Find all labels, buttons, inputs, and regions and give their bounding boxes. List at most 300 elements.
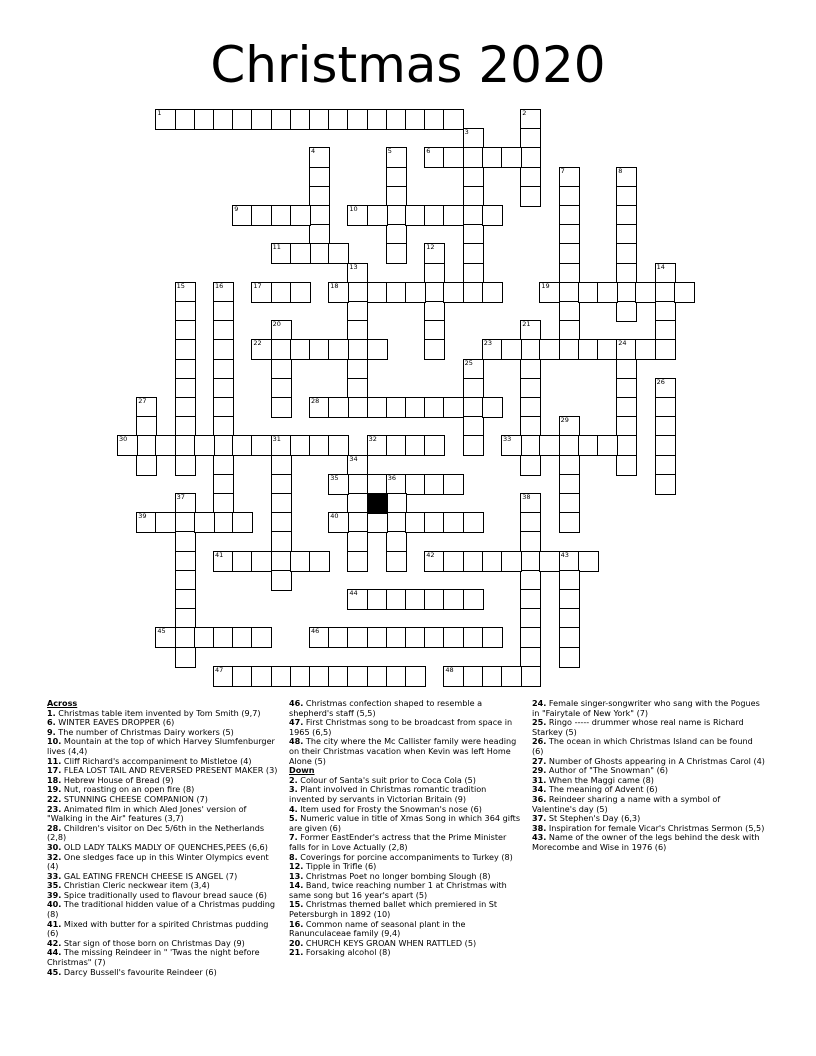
grid-cell[interactable] bbox=[655, 474, 676, 495]
grid-cell[interactable] bbox=[559, 647, 580, 668]
grid-cell[interactable] bbox=[328, 474, 349, 495]
grid-cell[interactable] bbox=[290, 205, 311, 226]
grid-cell[interactable] bbox=[251, 282, 272, 303]
grid-cell[interactable] bbox=[309, 397, 330, 418]
grid-cell[interactable] bbox=[309, 147, 330, 168]
grid-cell[interactable] bbox=[424, 589, 445, 610]
grid-cell[interactable] bbox=[405, 627, 426, 648]
grid-cell[interactable] bbox=[520, 147, 541, 168]
grid-cell[interactable] bbox=[328, 627, 349, 648]
grid-cell[interactable] bbox=[271, 359, 292, 380]
grid-cell[interactable] bbox=[405, 109, 426, 130]
grid-cell[interactable] bbox=[347, 589, 368, 610]
grid-cell[interactable] bbox=[175, 551, 196, 572]
grid-cell[interactable] bbox=[520, 186, 541, 207]
grid-cell[interactable] bbox=[463, 512, 484, 533]
grid-cell[interactable] bbox=[616, 186, 637, 207]
grid-cell[interactable] bbox=[463, 378, 484, 399]
grid-cell[interactable] bbox=[655, 435, 676, 456]
grid-cell[interactable] bbox=[271, 320, 292, 341]
grid-cell[interactable] bbox=[597, 339, 618, 360]
grid-cell[interactable] bbox=[443, 589, 464, 610]
grid-cell[interactable] bbox=[559, 493, 580, 514]
grid-cell[interactable] bbox=[347, 320, 368, 341]
grid-cell[interactable] bbox=[463, 263, 484, 284]
grid-cell[interactable] bbox=[213, 666, 234, 687]
grid-cell[interactable] bbox=[482, 627, 503, 648]
grid-cell[interactable] bbox=[175, 627, 196, 648]
grid-cell[interactable] bbox=[290, 282, 311, 303]
grid-cell[interactable] bbox=[520, 378, 541, 399]
grid-cell[interactable] bbox=[232, 627, 253, 648]
grid-cell[interactable] bbox=[251, 435, 272, 456]
grid-cell[interactable] bbox=[175, 493, 196, 514]
grid-cell[interactable] bbox=[367, 589, 388, 610]
grid-cell[interactable] bbox=[463, 224, 484, 245]
grid-cell[interactable] bbox=[616, 263, 637, 284]
grid-cell[interactable] bbox=[347, 397, 368, 418]
grid-cell[interactable] bbox=[251, 109, 272, 130]
grid-cell[interactable] bbox=[559, 186, 580, 207]
grid-cell[interactable] bbox=[559, 416, 580, 437]
grid-cell[interactable] bbox=[655, 320, 676, 341]
grid-cell[interactable] bbox=[347, 205, 368, 226]
grid-cell[interactable] bbox=[520, 109, 541, 130]
grid-cell[interactable] bbox=[347, 301, 368, 322]
grid-cell[interactable] bbox=[559, 167, 580, 188]
grid-cell[interactable] bbox=[213, 455, 234, 476]
grid-cell[interactable] bbox=[424, 397, 445, 418]
grid-cell[interactable] bbox=[559, 205, 580, 226]
grid-cell[interactable] bbox=[271, 109, 292, 130]
grid-cell[interactable] bbox=[328, 397, 349, 418]
grid-cell[interactable] bbox=[213, 339, 234, 360]
grid-cell[interactable] bbox=[175, 397, 196, 418]
grid-cell[interactable] bbox=[463, 666, 484, 687]
grid-cell[interactable] bbox=[309, 551, 330, 572]
grid-cell[interactable] bbox=[290, 435, 311, 456]
grid-cell[interactable] bbox=[405, 397, 426, 418]
grid-cell[interactable] bbox=[597, 435, 618, 456]
grid-cell[interactable] bbox=[251, 339, 272, 360]
grid-cell[interactable] bbox=[386, 531, 407, 552]
grid-cell[interactable] bbox=[367, 339, 388, 360]
grid-cell[interactable] bbox=[463, 243, 484, 264]
grid-cell[interactable] bbox=[175, 589, 196, 610]
grid-cell[interactable] bbox=[367, 666, 388, 687]
grid-cell[interactable] bbox=[213, 493, 234, 514]
grid-cell[interactable] bbox=[194, 627, 215, 648]
grid-cell[interactable] bbox=[290, 109, 311, 130]
grid-cell[interactable] bbox=[405, 435, 426, 456]
grid-cell[interactable] bbox=[309, 109, 330, 130]
grid-cell[interactable] bbox=[251, 666, 272, 687]
grid-cell[interactable] bbox=[309, 435, 330, 456]
grid-cell[interactable] bbox=[520, 320, 541, 341]
grid-cell[interactable] bbox=[271, 339, 292, 360]
grid-cell[interactable] bbox=[578, 435, 599, 456]
grid-cell[interactable] bbox=[463, 435, 484, 456]
grid-cell[interactable] bbox=[424, 243, 445, 264]
grid-cell[interactable] bbox=[251, 551, 272, 572]
grid-cell[interactable] bbox=[309, 339, 330, 360]
grid-cell[interactable] bbox=[482, 551, 503, 572]
grid-cell[interactable] bbox=[213, 301, 234, 322]
grid-cell[interactable] bbox=[463, 416, 484, 437]
grid-cell[interactable] bbox=[328, 109, 349, 130]
grid-cell[interactable] bbox=[175, 416, 196, 437]
grid-cell[interactable] bbox=[559, 512, 580, 533]
grid-cell[interactable] bbox=[463, 627, 484, 648]
grid-cell[interactable] bbox=[386, 147, 407, 168]
grid-cell[interactable] bbox=[501, 551, 522, 572]
grid-cell[interactable] bbox=[347, 282, 368, 303]
grid-cell[interactable] bbox=[463, 551, 484, 572]
grid-cell[interactable] bbox=[290, 243, 311, 264]
grid-cell[interactable] bbox=[520, 455, 541, 476]
grid-cell[interactable] bbox=[405, 512, 426, 533]
grid-cell[interactable] bbox=[328, 666, 349, 687]
grid-cell[interactable] bbox=[175, 282, 196, 303]
grid-cell[interactable] bbox=[386, 551, 407, 572]
grid-cell[interactable] bbox=[424, 301, 445, 322]
grid-cell[interactable] bbox=[309, 167, 330, 188]
grid-cell[interactable] bbox=[386, 493, 407, 514]
grid-cell[interactable] bbox=[520, 666, 541, 687]
grid-cell[interactable] bbox=[347, 627, 368, 648]
grid-cell[interactable] bbox=[463, 282, 484, 303]
grid-cell[interactable] bbox=[616, 205, 637, 226]
grid-cell[interactable] bbox=[232, 109, 253, 130]
grid-cell[interactable] bbox=[443, 627, 464, 648]
grid-cell[interactable] bbox=[616, 359, 637, 380]
grid-cell[interactable] bbox=[539, 435, 560, 456]
grid-cell[interactable] bbox=[155, 627, 176, 648]
grid-cell[interactable] bbox=[328, 339, 349, 360]
grid-cell[interactable] bbox=[616, 224, 637, 245]
grid-cell[interactable] bbox=[136, 455, 157, 476]
grid-cell[interactable] bbox=[175, 435, 196, 456]
grid-cell[interactable] bbox=[136, 397, 157, 418]
grid-cell[interactable] bbox=[386, 435, 407, 456]
grid-cell[interactable] bbox=[559, 627, 580, 648]
grid-cell[interactable] bbox=[347, 474, 368, 495]
grid-cell[interactable] bbox=[213, 320, 234, 341]
grid-cell[interactable] bbox=[539, 339, 560, 360]
grid-cell[interactable] bbox=[175, 512, 196, 533]
grid-cell[interactable] bbox=[309, 205, 330, 226]
grid-cell[interactable] bbox=[655, 301, 676, 322]
grid-cell[interactable] bbox=[347, 109, 368, 130]
grid-cell[interactable] bbox=[213, 397, 234, 418]
grid-cell[interactable] bbox=[155, 109, 176, 130]
grid-cell[interactable] bbox=[424, 627, 445, 648]
grid-cell[interactable] bbox=[424, 339, 445, 360]
grid-cell[interactable] bbox=[520, 397, 541, 418]
grid-cell[interactable] bbox=[271, 493, 292, 514]
grid-cell[interactable] bbox=[213, 109, 234, 130]
grid-cell[interactable] bbox=[520, 435, 541, 456]
grid-cell[interactable] bbox=[251, 205, 272, 226]
grid-cell[interactable] bbox=[616, 455, 637, 476]
grid-cell[interactable] bbox=[405, 666, 426, 687]
grid-cell[interactable] bbox=[271, 474, 292, 495]
grid-cell[interactable] bbox=[213, 512, 234, 533]
grid-cell[interactable] bbox=[424, 147, 445, 168]
grid-cell[interactable] bbox=[520, 647, 541, 668]
grid-cell[interactable] bbox=[347, 531, 368, 552]
grid-cell[interactable] bbox=[559, 263, 580, 284]
grid-cell[interactable] bbox=[616, 416, 637, 437]
grid-cell[interactable] bbox=[328, 435, 349, 456]
grid-cell[interactable] bbox=[501, 339, 522, 360]
grid-cell[interactable] bbox=[424, 435, 445, 456]
grid-cell[interactable] bbox=[501, 147, 522, 168]
grid-cell[interactable] bbox=[520, 359, 541, 380]
grid-cell[interactable] bbox=[635, 282, 656, 303]
grid-cell[interactable] bbox=[405, 474, 426, 495]
grid-cell[interactable] bbox=[559, 301, 580, 322]
grid-cell[interactable] bbox=[194, 109, 215, 130]
grid-cell[interactable] bbox=[271, 551, 292, 572]
grid-cell[interactable] bbox=[386, 397, 407, 418]
grid-cell[interactable] bbox=[424, 551, 445, 572]
grid-cell[interactable] bbox=[367, 397, 388, 418]
grid-cell[interactable] bbox=[232, 666, 253, 687]
grid-cell[interactable] bbox=[213, 435, 234, 456]
grid-cell[interactable] bbox=[386, 186, 407, 207]
grid-cell[interactable] bbox=[559, 320, 580, 341]
grid-cell[interactable] bbox=[559, 243, 580, 264]
grid-cell[interactable] bbox=[463, 205, 484, 226]
grid-cell[interactable] bbox=[386, 109, 407, 130]
grid-cell[interactable] bbox=[175, 359, 196, 380]
grid-cell[interactable] bbox=[559, 589, 580, 610]
grid-cell[interactable] bbox=[559, 474, 580, 495]
grid-cell[interactable] bbox=[251, 627, 272, 648]
grid-cell[interactable] bbox=[175, 455, 196, 476]
grid-cell[interactable] bbox=[482, 666, 503, 687]
grid-cell[interactable] bbox=[578, 282, 599, 303]
grid-cell[interactable] bbox=[443, 205, 464, 226]
grid-cell[interactable] bbox=[539, 551, 560, 572]
grid-cell[interactable] bbox=[136, 512, 157, 533]
grid-cell[interactable] bbox=[655, 378, 676, 399]
grid-cell[interactable] bbox=[655, 416, 676, 437]
grid-cell[interactable] bbox=[443, 397, 464, 418]
grid-cell[interactable] bbox=[386, 474, 407, 495]
grid-cell[interactable] bbox=[386, 243, 407, 264]
grid-cell[interactable] bbox=[175, 647, 196, 668]
grid-cell[interactable] bbox=[271, 397, 292, 418]
grid-cell[interactable] bbox=[463, 186, 484, 207]
grid-cell[interactable] bbox=[232, 551, 253, 572]
grid-cell[interactable] bbox=[347, 666, 368, 687]
grid-cell[interactable] bbox=[616, 167, 637, 188]
grid-cell[interactable] bbox=[367, 474, 388, 495]
grid-cell[interactable] bbox=[367, 512, 388, 533]
grid-cell[interactable] bbox=[443, 474, 464, 495]
grid-cell[interactable] bbox=[405, 205, 426, 226]
grid-cell[interactable] bbox=[328, 243, 349, 264]
grid-cell[interactable] bbox=[655, 455, 676, 476]
grid-cell[interactable] bbox=[367, 282, 388, 303]
grid-cell[interactable] bbox=[290, 666, 311, 687]
grid-cell[interactable] bbox=[309, 243, 330, 264]
grid-cell[interactable] bbox=[271, 243, 292, 264]
grid-cell[interactable] bbox=[328, 282, 349, 303]
grid-cell[interactable] bbox=[443, 551, 464, 572]
grid-cell[interactable] bbox=[367, 627, 388, 648]
grid-cell[interactable] bbox=[367, 109, 388, 130]
grid-cell[interactable] bbox=[539, 282, 560, 303]
grid-cell[interactable] bbox=[386, 167, 407, 188]
grid-cell[interactable] bbox=[424, 282, 445, 303]
grid-cell[interactable] bbox=[424, 474, 445, 495]
grid-cell[interactable] bbox=[443, 282, 464, 303]
grid-cell[interactable] bbox=[616, 397, 637, 418]
grid-cell[interactable] bbox=[520, 167, 541, 188]
grid-cell[interactable] bbox=[655, 397, 676, 418]
grid-cell[interactable] bbox=[559, 455, 580, 476]
grid-cell[interactable] bbox=[443, 666, 464, 687]
grid-cell[interactable] bbox=[520, 339, 541, 360]
grid-cell[interactable] bbox=[213, 378, 234, 399]
grid-cell[interactable] bbox=[482, 339, 503, 360]
grid-cell[interactable] bbox=[424, 512, 445, 533]
grid-cell[interactable] bbox=[386, 205, 407, 226]
grid-cell[interactable] bbox=[347, 359, 368, 380]
grid-cell[interactable] bbox=[271, 666, 292, 687]
grid-cell[interactable] bbox=[175, 608, 196, 629]
grid-cell[interactable] bbox=[117, 435, 138, 456]
grid-cell[interactable] bbox=[616, 243, 637, 264]
grid-cell[interactable] bbox=[616, 282, 637, 303]
grid-cell[interactable] bbox=[424, 263, 445, 284]
grid-cell[interactable] bbox=[213, 551, 234, 572]
grid-cell[interactable] bbox=[520, 570, 541, 591]
grid-cell[interactable] bbox=[347, 551, 368, 572]
grid-cell[interactable] bbox=[175, 531, 196, 552]
grid-cell[interactable] bbox=[463, 128, 484, 149]
grid-cell[interactable] bbox=[155, 435, 176, 456]
grid-cell[interactable] bbox=[309, 666, 330, 687]
grid-cell[interactable] bbox=[482, 147, 503, 168]
grid-cell[interactable] bbox=[232, 205, 253, 226]
grid-cell[interactable] bbox=[271, 570, 292, 591]
grid-cell[interactable] bbox=[616, 378, 637, 399]
grid-cell[interactable] bbox=[271, 435, 292, 456]
grid-cell[interactable] bbox=[271, 455, 292, 476]
grid-cell[interactable] bbox=[175, 378, 196, 399]
grid-cell[interactable] bbox=[520, 551, 541, 572]
grid-cell[interactable] bbox=[578, 551, 599, 572]
grid-cell[interactable] bbox=[271, 205, 292, 226]
grid-cell[interactable] bbox=[424, 320, 445, 341]
grid-cell[interactable] bbox=[463, 147, 484, 168]
grid-cell[interactable] bbox=[213, 474, 234, 495]
grid-cell[interactable] bbox=[520, 531, 541, 552]
grid-cell[interactable] bbox=[155, 512, 176, 533]
grid-cell[interactable] bbox=[271, 531, 292, 552]
grid-cell[interactable] bbox=[520, 608, 541, 629]
grid-cell[interactable] bbox=[597, 282, 618, 303]
grid-cell[interactable] bbox=[175, 320, 196, 341]
grid-cell[interactable] bbox=[271, 512, 292, 533]
grid-cell[interactable] bbox=[443, 109, 464, 130]
grid-cell[interactable] bbox=[213, 627, 234, 648]
grid-cell[interactable] bbox=[405, 282, 426, 303]
grid-cell[interactable] bbox=[501, 435, 522, 456]
grid-cell[interactable] bbox=[655, 339, 676, 360]
grid-cell[interactable] bbox=[463, 397, 484, 418]
grid-cell[interactable] bbox=[367, 435, 388, 456]
grid-cell[interactable] bbox=[213, 282, 234, 303]
grid-cell[interactable] bbox=[175, 570, 196, 591]
grid-cell[interactable] bbox=[674, 282, 695, 303]
grid-cell[interactable] bbox=[136, 435, 157, 456]
grid-cell[interactable] bbox=[386, 666, 407, 687]
grid-cell[interactable] bbox=[175, 301, 196, 322]
grid-cell[interactable] bbox=[386, 512, 407, 533]
grid-cell[interactable] bbox=[136, 416, 157, 437]
grid-cell[interactable] bbox=[443, 512, 464, 533]
grid-cell[interactable] bbox=[520, 512, 541, 533]
grid-cell[interactable] bbox=[520, 493, 541, 514]
grid-cell[interactable] bbox=[386, 282, 407, 303]
grid-cell[interactable] bbox=[559, 339, 580, 360]
grid-cell[interactable] bbox=[175, 109, 196, 130]
grid-cell[interactable] bbox=[194, 512, 215, 533]
grid-cell[interactable] bbox=[213, 416, 234, 437]
grid-cell[interactable] bbox=[347, 493, 368, 514]
grid-cell[interactable] bbox=[616, 435, 637, 456]
grid-cell[interactable] bbox=[559, 570, 580, 591]
grid-cell[interactable] bbox=[367, 205, 388, 226]
grid-cell[interactable] bbox=[635, 339, 656, 360]
grid-cell[interactable] bbox=[424, 109, 445, 130]
grid-cell[interactable] bbox=[482, 397, 503, 418]
grid-cell[interactable] bbox=[386, 627, 407, 648]
grid-cell[interactable] bbox=[655, 282, 676, 303]
grid-cell[interactable] bbox=[616, 301, 637, 322]
grid-cell[interactable] bbox=[520, 627, 541, 648]
grid-cell[interactable] bbox=[213, 359, 234, 380]
grid-cell[interactable] bbox=[328, 512, 349, 533]
grid-cell[interactable] bbox=[309, 224, 330, 245]
grid-cell[interactable] bbox=[309, 627, 330, 648]
grid-cell[interactable] bbox=[405, 589, 426, 610]
grid-cell[interactable] bbox=[559, 224, 580, 245]
grid-cell[interactable] bbox=[559, 551, 580, 572]
grid-cell[interactable] bbox=[386, 589, 407, 610]
grid-cell[interactable] bbox=[463, 359, 484, 380]
grid-cell[interactable] bbox=[520, 416, 541, 437]
grid-cell[interactable] bbox=[290, 551, 311, 572]
grid-cell[interactable] bbox=[386, 224, 407, 245]
grid-cell[interactable] bbox=[290, 339, 311, 360]
grid-cell[interactable] bbox=[232, 512, 253, 533]
grid-cell[interactable] bbox=[424, 205, 445, 226]
grid-cell[interactable] bbox=[271, 282, 292, 303]
grid-cell[interactable] bbox=[347, 339, 368, 360]
grid-cell[interactable] bbox=[309, 186, 330, 207]
grid-cell[interactable] bbox=[501, 666, 522, 687]
grid-cell[interactable] bbox=[559, 608, 580, 629]
grid-cell[interactable] bbox=[616, 339, 637, 360]
grid-cell[interactable] bbox=[578, 339, 599, 360]
grid-cell[interactable] bbox=[520, 128, 541, 149]
